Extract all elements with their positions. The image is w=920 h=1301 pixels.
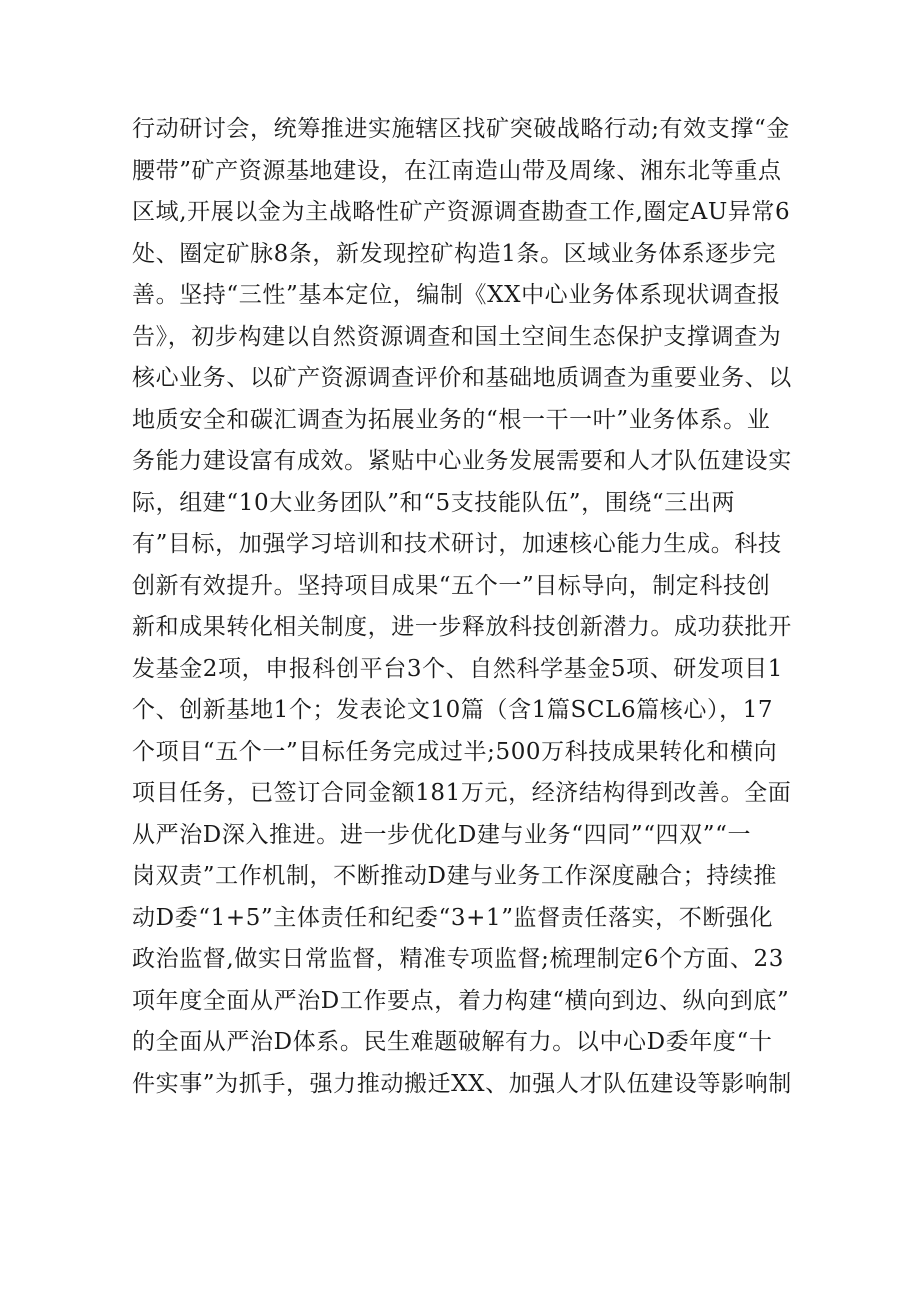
text-line: 动D委“1+5”主体责任和纪委“3+1”监督责任落实，不断强化 bbox=[132, 904, 774, 931]
text-line: 区域,开展以金为主战略性矿产资源调查勘查工作,圈定AU异常6 bbox=[132, 199, 791, 225]
text-line: 发基金2项，申报科创平台3个、自然科学基金5项、研发项目1 bbox=[132, 655, 783, 682]
text-line: 告》，初步构建以自然资源调查和国土空间生态保护支撑调查为 bbox=[132, 323, 782, 350]
text-line: 腰带”矿产资源基地建设，在江南造山带及周缘、湘东北等重点 bbox=[132, 157, 782, 184]
text-line: 地质安全和碳汇调查为拓展业务的“根一干一叶”业务体系。业 bbox=[132, 406, 771, 433]
text-line: 务能力建设富有成效。紧贴中心业务发展需要和人才队伍建设实 bbox=[132, 448, 792, 474]
text-line: 的全面从严治D体系。民生难题破解有力。以中心D委年度“十 bbox=[132, 1029, 773, 1055]
text-line: 创新有效提升。坚持项目成果“五个一”目标导向，制定科技创 bbox=[132, 572, 771, 599]
text-line: 善。坚持“三性”基本定位，编制《XX中心业务体系现状调查报 bbox=[132, 282, 781, 308]
text-line: 处、圈定矿脉8条，新发现控矿构造1条。区域业务体系逐步完 bbox=[132, 240, 777, 267]
text-line: 从严治D深入推进。进一步优化D建与业务“四同”“四双”“一 bbox=[132, 821, 752, 848]
text-line: 项年度全面从严治D工作要点，着力构建“横向到边、纵向到底” bbox=[132, 987, 790, 1014]
text-line: 个、创新基地1个；发表论文10篇（含1篇SCL6篇核心），17 bbox=[132, 697, 774, 723]
text-line: 行动研讨会，统筹推进实施辖区找矿突破战略行动;有效支撑“金 bbox=[132, 116, 790, 142]
text-line: 有”目标，加强学习培训和技术研讨，加速核心能力生成。科技 bbox=[132, 531, 782, 557]
text-line: 核心业务、以矿产资源调查评价和基础地质调查为重要业务、以 bbox=[132, 365, 792, 391]
body-paragraph bbox=[132, 109, 792, 1105]
text-line: 个项目“五个一”目标任务完成过半;500万科技成果转化和横向 bbox=[132, 738, 778, 765]
text-line: 政治监督,做实日常监督，精准专项监督;梳理制定6个方面、23 bbox=[132, 946, 784, 972]
text-line: 岗双责”工作机制，不断推动D建与业务工作深度融合；持续推 bbox=[132, 863, 777, 889]
text-line: 项目任务，已签订合同金额181万元，经济结构得到改善。全面 bbox=[132, 780, 792, 806]
text-line: 新和成果转化相关制度，进一步释放科技创新潜力。成功获批开 bbox=[132, 614, 792, 640]
text-line: 际，组建“10大业务团队”和“5支技能队伍”，围绕“三出两 bbox=[132, 489, 736, 516]
text-line: 件实事”为抓手，强力推动搬迁XX、加强人才队伍建设等影响制 bbox=[132, 1070, 792, 1097]
